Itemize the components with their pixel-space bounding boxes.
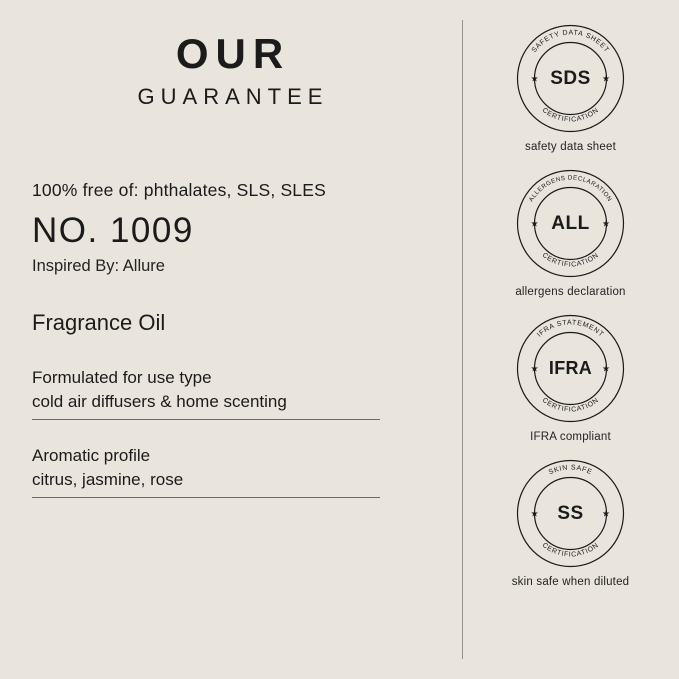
- badge-abbr: SDS: [550, 68, 591, 89]
- svg-text:CERTIFICATION: [541, 252, 601, 269]
- inspired-by: Inspired By: Allure: [32, 257, 165, 276]
- seal-badge-icon: [514, 22, 627, 135]
- star-right-icon: ★: [602, 363, 611, 374]
- svg-text:CERTIFICATION: [541, 542, 601, 559]
- badges-column: [462, 0, 679, 679]
- badge-sds: [514, 22, 627, 153]
- badge-top-text: SKIN SAFE: [547, 464, 594, 477]
- badge-bottom-text: CERTIFICATION: [540, 251, 601, 269]
- svg-text:CERTIFICATION: [541, 107, 601, 124]
- star-left-icon: ★: [530, 218, 539, 229]
- aromatic-profile-value: citrus, jasmine, rose: [32, 470, 184, 490]
- column-divider: [462, 20, 463, 659]
- badge-abbr: ALL: [551, 213, 590, 234]
- aromatic-profile-label: Aromatic profile: [32, 446, 151, 466]
- badge-caption: safety data sheet: [525, 141, 616, 153]
- star-left-icon: ★: [530, 508, 539, 519]
- badge-caption: skin safe when diluted: [511, 576, 630, 588]
- title-primary: OUR: [175, 30, 291, 77]
- star-right-icon: ★: [602, 508, 611, 519]
- star-left-icon: ★: [530, 73, 539, 84]
- seal-badge-icon: [514, 312, 627, 425]
- star-right-icon: ★: [602, 218, 611, 229]
- star-right-icon: ★: [602, 73, 611, 84]
- badge-skin-safe: [512, 457, 630, 588]
- free-of-statement: 100% free of: phthalates, SLS, SLES: [32, 180, 326, 201]
- badge-top-text: SAFETY DATA SHEET: [530, 29, 611, 55]
- title-secondary: GUARANTEE: [137, 84, 329, 110]
- page-title: [32, 32, 428, 110]
- divider-aromatic-profile: [32, 497, 380, 498]
- product-type: Fragrance Oil: [32, 310, 166, 336]
- use-type-value: cold air diffusers & home scenting: [32, 392, 287, 412]
- badge-abbr: SS: [557, 503, 584, 524]
- seal-badge-icon: [514, 167, 627, 280]
- badge-bottom-text: CERTIFICATION: [540, 541, 601, 559]
- product-number: NO. 1009: [32, 211, 194, 251]
- svg-text:SKIN SAFE: [548, 464, 593, 476]
- divider-use-type: [32, 419, 380, 420]
- aromatic-profile-group: [32, 446, 428, 498]
- badge-abbr: IFRA: [548, 358, 593, 378]
- badge-caption: IFRA compliant: [530, 431, 611, 443]
- svg-text:CERTIFICATION: [541, 397, 601, 414]
- badge-caption: allergens declaration: [515, 286, 626, 298]
- star-left-icon: ★: [530, 363, 539, 374]
- svg-text:IFRA STATEMENT: [536, 319, 605, 338]
- use-type-label: Formulated for use type: [32, 368, 212, 388]
- seal-badge-icon: [514, 457, 627, 570]
- badge-top-text: IFRA STATEMENT: [536, 319, 605, 339]
- svg-text:ALLERGENS DECLARATION: [528, 174, 613, 203]
- badge-bottom-text: CERTIFICATION: [540, 396, 601, 414]
- badge-ifra: [514, 312, 627, 443]
- badge-top-text: ALLERGENS DECLARATION: [527, 174, 614, 204]
- use-type-group: [32, 368, 428, 420]
- badge-bottom-text: CERTIFICATION: [540, 106, 601, 124]
- badge-allergens: [514, 167, 627, 298]
